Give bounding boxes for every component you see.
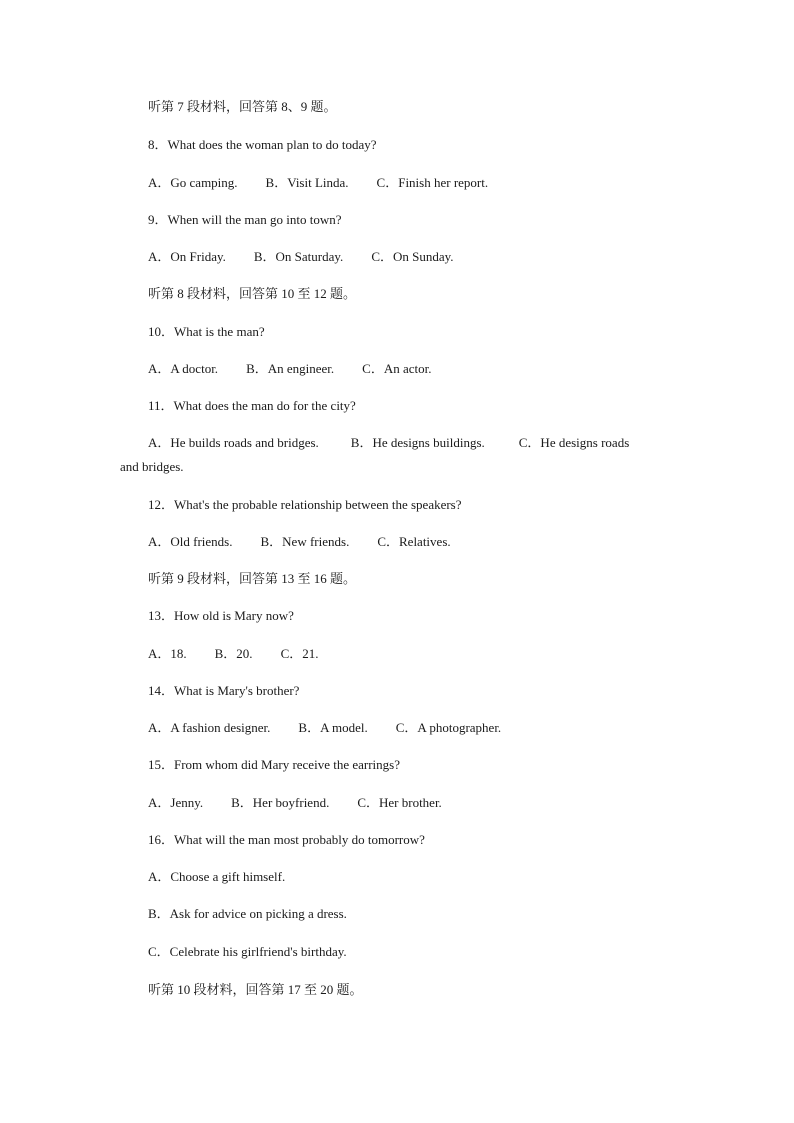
options-14 bbox=[148, 720, 501, 736]
options-8 bbox=[148, 175, 488, 191]
option-14c: C．A photographer. bbox=[395, 720, 502, 735]
question-11: 11．What does the man do for the city? bbox=[148, 398, 356, 413]
section-heading-7: 听第 7 段材料，回答第 8、9 题。 bbox=[148, 99, 337, 114]
question-15: 15．From whom did Mary receive the earrings? bbox=[148, 757, 400, 772]
option-13a: A．18. bbox=[148, 646, 187, 661]
option-10a: A．A doctor. bbox=[148, 361, 219, 376]
options-13 bbox=[148, 646, 318, 662]
option-13c: C．21. bbox=[280, 646, 319, 661]
option-10c: C．An actor. bbox=[362, 361, 432, 376]
option-13b: B．20. bbox=[214, 646, 253, 661]
option-9c: C．On Sunday. bbox=[371, 249, 454, 264]
section-heading-8: 听第 8 段材料，回答第 10 至 12 题。 bbox=[148, 286, 357, 301]
question-13: 13．How old is Mary now? bbox=[148, 608, 294, 623]
option-14a: A．A fashion designer. bbox=[148, 720, 271, 735]
options-9 bbox=[148, 249, 454, 265]
options-10 bbox=[148, 361, 431, 377]
option-11c-continued: and bridges. bbox=[120, 459, 184, 474]
question-8: 8．What does the woman plan to do today? bbox=[148, 137, 377, 152]
option-12b: B．New friends. bbox=[260, 534, 350, 549]
question-9: 9．When will the man go into town? bbox=[148, 212, 342, 227]
options-15 bbox=[148, 795, 442, 811]
question-16: 16．What will the man most probably do tomorrow? bbox=[148, 832, 425, 847]
option-11b: B．He designs buildings. bbox=[350, 435, 485, 450]
option-16b: B．Ask for advice on picking a dress. bbox=[148, 906, 347, 921]
section-heading-9: 听第 9 段材料，回答第 13 至 16 题。 bbox=[148, 571, 357, 586]
options-11 bbox=[148, 435, 629, 451]
option-16c: C．Celebrate his girlfriend's birthday. bbox=[148, 944, 347, 959]
options-12 bbox=[148, 534, 451, 550]
option-9a: A．On Friday. bbox=[148, 249, 226, 264]
option-11c: C．He designs roads bbox=[518, 435, 630, 450]
option-9b: B．On Saturday. bbox=[253, 249, 344, 264]
question-10: 10．What is the man? bbox=[148, 324, 265, 339]
option-8a: A．Go camping. bbox=[148, 175, 238, 190]
section-heading-10: 听第 10 段材料，回答第 17 至 20 题。 bbox=[148, 982, 363, 997]
question-12: 12．What's the probable relationship between the speakers? bbox=[148, 497, 462, 512]
option-12c: C．Relatives. bbox=[377, 534, 451, 549]
option-12a: A．Old friends. bbox=[148, 534, 233, 549]
option-8c: C．Finish her report. bbox=[376, 175, 489, 190]
option-10b: B．An engineer. bbox=[246, 361, 335, 376]
option-15c: C．Her brother. bbox=[357, 795, 442, 810]
option-8b: B．Visit Linda. bbox=[265, 175, 349, 190]
option-15b: B．Her boyfriend. bbox=[231, 795, 330, 810]
option-16a: A．Choose a gift himself. bbox=[148, 869, 286, 884]
question-14: 14．What is Mary's brother? bbox=[148, 683, 300, 698]
option-11a: A．He builds roads and bridges. bbox=[148, 435, 319, 450]
option-14b: B．A model. bbox=[298, 720, 368, 735]
option-15a: A．Jenny. bbox=[148, 795, 204, 810]
